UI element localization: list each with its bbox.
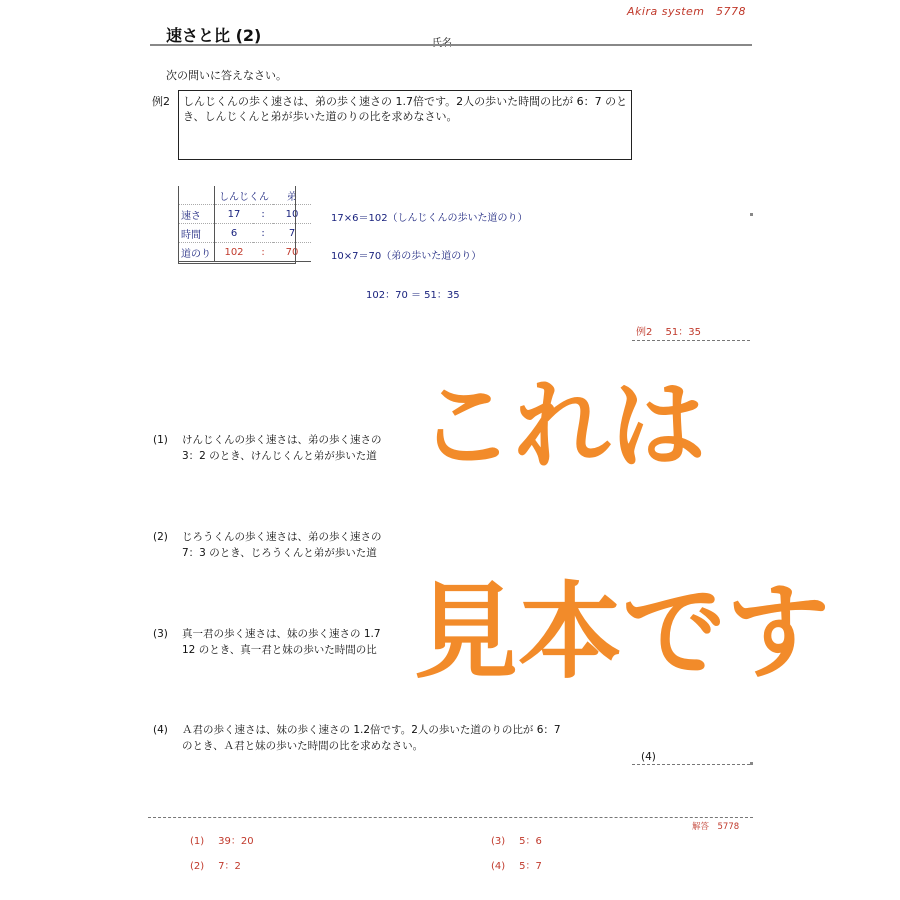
header-rule	[150, 44, 752, 46]
solution-item	[491, 832, 542, 847]
row-label: 道のり	[178, 243, 215, 262]
solution-item	[190, 832, 254, 847]
example-text: しんじくんの歩く速さは、弟の歩く速さの 1.7倍です。2人の歩いた時間の比が 6：7 のとき、しんじくんと弟が歩いた道のりの比を求めなさい。	[183, 95, 628, 123]
question-line: けんじくんの歩く速さは、弟の歩く速さの	[182, 434, 382, 446]
question-2	[182, 529, 410, 561]
table-cell: 6	[215, 224, 254, 243]
solution-item	[190, 857, 241, 872]
worksheet-title: 速さと比 (2)	[166, 26, 262, 45]
calc-line-2: 10×7＝70（弟の歩いた道のり）	[331, 251, 482, 262]
table-cell: :	[253, 243, 273, 262]
solutions-divider	[148, 817, 753, 818]
table-cell: 10	[273, 205, 311, 224]
table-cell: 17	[215, 205, 254, 224]
question-number: (1)	[153, 434, 168, 446]
solution-value: 5：6	[519, 836, 542, 847]
question-line: 12 のとき、真一君と妹の歩いた時間の比	[182, 644, 377, 656]
question-number: (2)	[153, 531, 168, 543]
question-line: Ａ君の歩く速さは、妹の歩く速さの 1.2倍です。2人の歩いた道のりの比が 6：7	[182, 724, 561, 736]
row-label: 速さ	[178, 205, 215, 224]
calc-line-1: 17×6＝102（しんじくんの歩いた道のり）	[331, 213, 528, 224]
question-line: 7：3 のとき、じろうくんと弟が歩いた道	[182, 547, 377, 559]
table-cell: :	[253, 205, 273, 224]
solution-value: 39：20	[218, 836, 254, 847]
name-label: 氏名	[432, 38, 452, 49]
solutions-title: 解答 5778	[692, 822, 740, 832]
watermark-line-2: 見本です	[414, 571, 831, 693]
answer-line	[632, 764, 750, 765]
table-cell: 102	[215, 243, 254, 262]
solution-number: (2)	[190, 861, 205, 872]
example-answer: 例2 51：35	[636, 327, 701, 338]
answer-label: (4)	[641, 751, 656, 763]
table-header-cell: 弟	[273, 186, 311, 205]
calc-line-3: 102：70 ＝ 51：35	[366, 290, 460, 301]
example-label: 例2	[152, 95, 170, 108]
question-number: (4)	[153, 724, 168, 736]
table-cell: :	[253, 224, 273, 243]
table-cell: 7	[273, 224, 311, 243]
brand-label: Akira system 5778	[627, 5, 746, 18]
question-number: (3)	[153, 628, 168, 640]
table-frame	[178, 186, 296, 264]
solution-item	[491, 857, 542, 872]
row-label: 時間	[178, 224, 215, 243]
solution-number: (4)	[491, 861, 506, 872]
question-4	[182, 722, 652, 754]
instructions: 次の問いに答えなさい。	[166, 69, 287, 82]
question-3	[182, 626, 410, 658]
question-1	[182, 432, 410, 464]
solution-number: (1)	[190, 836, 205, 847]
answer-line	[632, 340, 750, 341]
question-line: じろうくんの歩く速さは、弟の歩く速さの	[182, 531, 382, 543]
question-line: 真一君の歩く速さは、妹の歩く速さの 1.7	[182, 628, 381, 640]
solution-number: (3)	[491, 836, 506, 847]
solution-value: 7：2	[218, 861, 241, 872]
question-line: 3：2 のとき、けんじくんと弟が歩いた道	[182, 450, 377, 462]
table-header-cell: しんじくん	[215, 186, 274, 205]
watermark-line-1: これは	[418, 370, 706, 482]
table-cell: 70	[273, 243, 311, 262]
solution-value: 5：7	[519, 861, 542, 872]
question-line: のとき、Ａ君と妹の歩いた時間の比を求めなさい。	[182, 740, 424, 752]
margin-tick	[750, 762, 753, 765]
margin-tick	[750, 213, 753, 216]
